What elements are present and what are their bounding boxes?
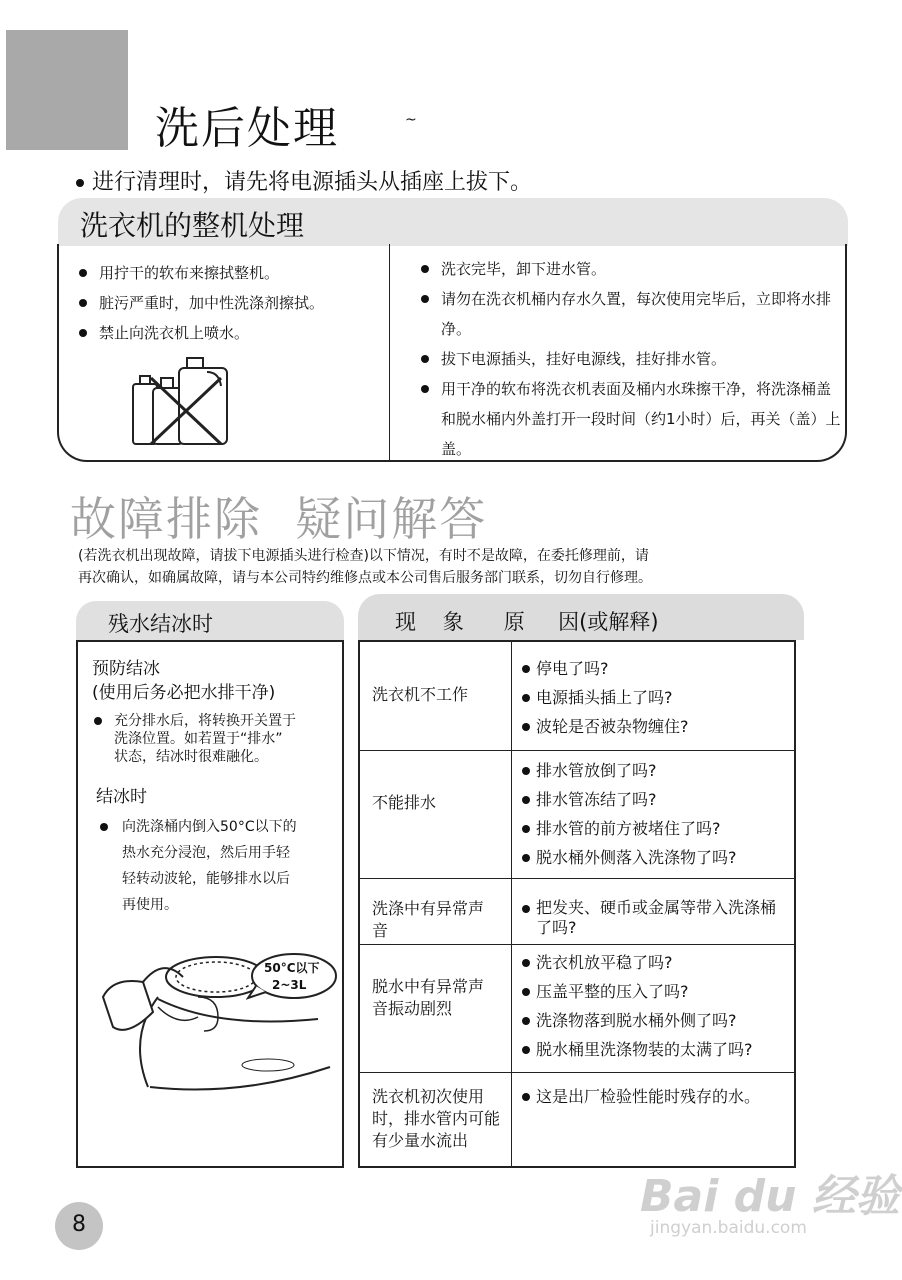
troubleshooting-title: 故障排除 疑问解答 (70, 492, 488, 546)
symptom-cell: 洗衣机初次使用时，排水管内可能有少量水流出 (372, 1087, 501, 1150)
header-gray-block (6, 30, 128, 150)
list-item: 用干净的软布将洗衣机表面及桶内水珠擦干净，将洗涤桶盖和脱水桶内外盖打开一段时间（约1小时）后，再关（盖）上盖。 (421, 374, 841, 464)
symptom-cell: 不能排水 (372, 793, 437, 812)
frozen-panel (76, 640, 344, 1168)
section1-title: 洗衣机的整机处理 (80, 209, 305, 242)
section1-right-list (421, 254, 841, 464)
frozen-text: 向洗涤桶内倒入50°C以下的 热水充分浸泡，然后用手轻 轻转动波轮，能够排水以后 再使用。 (100, 814, 340, 918)
frozen-title: 结冰时 (96, 787, 147, 807)
table-row (360, 750, 794, 879)
cause-cell: 洗衣机放平稳了吗? 压盖平整的压入了吗? 洗涤物落到脱水桶外侧了吗? 脱水桶里洗涤物装的太满了吗? (522, 948, 797, 1064)
troubleshooting-intro: (若洗衣机出现故障，请拔下电源插头进行检查)以下情况，有时不是故障，在委托修理前，请 再次确认，如确属故障，请与本公司特约维修点或本公司售后服务部门联系，切勿自行修理。 (78, 548, 652, 586)
cause-cell: 把发夹、硬币或金属等带入洗涤桶了吗? (522, 898, 797, 938)
section1-divider (389, 244, 390, 460)
prevent-subtitle: (使用后务必把水排干净) (92, 683, 276, 703)
fault-table-header: 现 象 原 因(或解释) (395, 610, 659, 634)
table-row (360, 944, 794, 1073)
symptom-cell: 洗衣机不工作 (372, 685, 469, 704)
prevent-title: 预防结冰 (92, 659, 160, 679)
frozen-tab-label: 残水结冰时 (108, 612, 213, 636)
cause-cell: 这是出厂检验性能时残存的水。 (522, 1082, 797, 1111)
table-row (360, 878, 794, 945)
watermark-url: jingyan.baidu.com (650, 1218, 807, 1238)
list-item: 洗衣完毕，卸下进水管。 (421, 254, 841, 284)
no-spray-bottles-icon (129, 356, 239, 448)
fault-table (358, 640, 796, 1168)
list-item: 脏污严重时，加中性洗涤剂擦拭。 (79, 288, 384, 318)
table-row (360, 1072, 794, 1166)
bullet-icon (76, 179, 84, 187)
list-item: 拔下电源插头，挂好电源线，挂好排水管。 (421, 344, 841, 374)
page-number: 8 (72, 1212, 86, 1237)
list-item: 用拧干的软布来擦拭整机。 (79, 258, 384, 288)
symptom-cell: 洗涤中有异常声音 (372, 899, 485, 940)
symptom-cell: 脱水中有异常声音振动剧烈 (372, 977, 485, 1018)
page-title: 洗后处理 (155, 103, 339, 154)
watermark-logo: Bai du 经验 (640, 1171, 900, 1222)
title-tilde: ~ (405, 112, 417, 128)
table-row (360, 642, 794, 751)
cause-cell: 排水管放倒了吗? 排水管冻结了吗? 排水管的前方被堵住了吗? 脱水桶外侧落入洗涤物了吗? (522, 756, 797, 872)
cause-cell: 停电了吗? 电源插头插上了吗? 波轮是否被杂物缠住? (522, 654, 797, 741)
bubble-text: 50°C以下 2~3L (264, 961, 320, 992)
list-item: 请勿在洗衣机桶内存水久置，每次使用完毕后，立即将水排净。 (421, 284, 841, 344)
section1-left-list (79, 258, 384, 348)
power-notice: 进行清理时，请先将电源插头从插座上拔下。 (76, 165, 532, 196)
prevent-text: 充分排水后，将转换开关置于 洗涤位置。如若置于“排水” 状态，结冰时很难融化。 (94, 712, 339, 766)
list-item: 禁止向洗衣机上喷水。 (79, 318, 384, 348)
section1-box (57, 244, 847, 462)
